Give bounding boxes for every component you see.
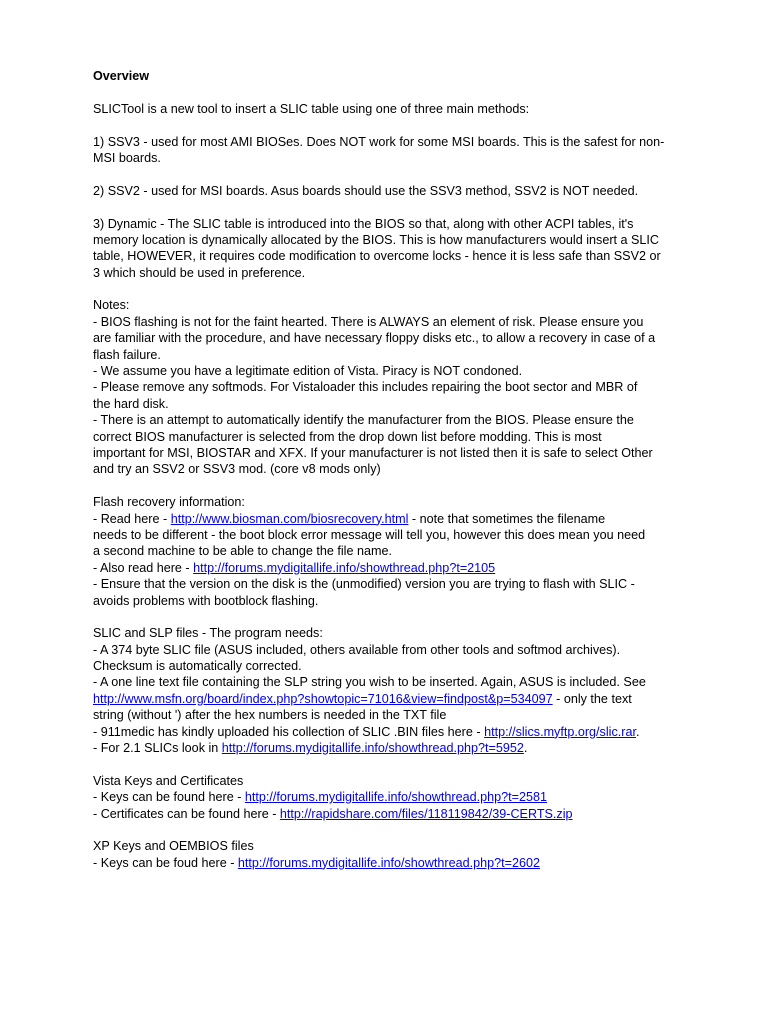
biosman-link[interactable]: http://www.biosman.com/biosrecovery.html	[170, 511, 409, 526]
vista-certs-line	[93, 806, 683, 822]
notes-text: - We assume you have a legitimate edition of Vista. Piracy is NOT condoned.	[93, 364, 523, 379]
rapidshare-certs-link[interactable]: http://rapidshare.com/files/118119842/39-CERTS.zip	[279, 806, 573, 821]
dynamic-text: table, HOWEVER, it requires code modification to overcome locks - hence it is less safe than SSV2 or	[93, 249, 661, 264]
vista-keys-line	[93, 789, 683, 805]
intro-text: SLICTool is a new tool to insert a SLIC table using one of three main methods:	[93, 101, 530, 116]
flash-read-line	[93, 511, 683, 527]
vista-certs-prefix: - Certificates can be found here -	[93, 806, 280, 821]
flash-also-line	[93, 560, 683, 576]
slic-text: Checksum is automatically corrected.	[93, 659, 302, 674]
slic-text: - A 374 byte SLIC file (ASUS included, others available from other tools and softmod archives).	[93, 642, 621, 657]
document-body	[93, 68, 683, 871]
notes-text: - Please remove any softmods. For Vistaloader this includes repairing the boot sector and MBR of	[93, 380, 638, 395]
msfn-link[interactable]: http://www.msfn.org/board/index.php?showtopic=71016&view=findpost&p=534097	[93, 691, 553, 706]
slic-rar-link[interactable]: http://slics.myftp.org/slic.rar	[484, 724, 636, 739]
dynamic-text: 3) Dynamic - The SLIC table is introduced into the BIOS so that, along with other ACPI tables, it's	[93, 216, 634, 231]
dynamic-text: 3 which should be used in preference.	[93, 265, 306, 280]
slic-heading: SLIC and SLP files - The program needs:	[93, 626, 323, 641]
spacer	[93, 199, 683, 215]
slic21-prefix: - For 2.1 SLICs look in	[93, 741, 222, 756]
spacer	[93, 756, 683, 772]
flash-text: - Ensure that the version on the disk is the (unmodified) version you are trying to flash with SLIC -	[93, 577, 635, 592]
xp-heading: XP Keys and OEMBIOS files	[93, 839, 254, 854]
notes-text: and try an SSV2 or SSV3 mod. (core v8 mods only)	[93, 462, 381, 477]
notes-text: - BIOS flashing is not for the faint hearted. There is ALWAYS an element of risk. Please ensure you	[93, 314, 644, 329]
xp-keys-prefix: - Keys can be foud here -	[93, 855, 238, 870]
slic-msfn-line	[93, 691, 683, 707]
ssv3-text: MSI boards.	[93, 150, 161, 165]
flash-read-prefix: - Read here -	[93, 511, 171, 526]
ssv2-text: 2) SSV2 - used for MSI boards. Asus boards should use the SSV3 method, SSV2 is NOT needed.	[93, 183, 639, 198]
spacer	[93, 84, 683, 100]
forum-2581-link[interactable]: http://forums.mydigitallife.info/showthread.php?t=2581	[244, 790, 547, 805]
flash-text: a second machine to be able to change the file name.	[93, 544, 392, 559]
forum-2602-link[interactable]: http://forums.mydigitallife.info/showthread.php?t=2602	[237, 855, 540, 870]
msfn-suffix: - only the text	[552, 691, 632, 706]
spacer	[93, 478, 683, 494]
slic-medic-line	[93, 724, 683, 740]
spacer	[93, 117, 683, 133]
flash-text: needs to be different - the boot block error message will tell you, however this does mean you need	[93, 527, 646, 542]
slic21-suffix: .	[523, 741, 528, 756]
notes-text: - There is an attempt to automatically identify the manufacturer from the BIOS. Please ensure the	[93, 413, 634, 428]
flash-heading: Flash recovery information:	[93, 495, 245, 510]
xp-keys-line	[93, 855, 683, 871]
overview-heading: Overview	[93, 69, 150, 83]
notes-text: are familiar with the procedure, and have necessary floppy disks etc., to allow a recovery in case of a	[93, 331, 656, 346]
forum-2105-link[interactable]: http://forums.mydigitallife.info/showthread.php?t=2105	[193, 560, 496, 575]
spacer	[93, 822, 683, 838]
slic21-line	[93, 740, 683, 756]
spacer	[93, 281, 683, 297]
flash-also-prefix: - Also read here -	[93, 560, 194, 575]
slic-text: - A one line text file containing the SLP string you wish to be inserted. Again, ASUS is included. See	[93, 675, 646, 690]
notes-text: important for MSI, BIOSTAR and XFX. If your manufacturer is not listed then it is safe to select Other	[93, 445, 653, 460]
notes-text: correct BIOS manufacturer is selected from the drop down list before modding. This is most	[93, 429, 602, 444]
forum-5952-link[interactable]: http://forums.mydigitallife.info/showthread.php?t=5952	[221, 741, 524, 756]
vista-keys-prefix: - Keys can be found here -	[93, 790, 245, 805]
spacer	[93, 609, 683, 625]
notes-text: flash failure.	[93, 347, 161, 362]
flash-text: avoids problems with bootblock flashing.	[93, 593, 319, 608]
spacer	[93, 166, 683, 182]
dynamic-text: memory location is dynamically allocated by the BIOS. This is how manufacturers would insert a SLIC	[93, 232, 660, 247]
vista-heading: Vista Keys and Certificates	[93, 773, 244, 788]
slic-text: string (without ') after the hex numbers is needed in the TXT file	[93, 708, 447, 723]
medic-suffix: .	[635, 724, 640, 739]
notes-heading: Notes:	[93, 298, 130, 313]
medic-prefix: - 911medic has kindly uploaded his collection of SLIC .BIN files here -	[93, 724, 485, 739]
notes-text: the hard disk.	[93, 396, 169, 411]
flash-read-suffix: - note that sometimes the filename	[408, 511, 606, 526]
ssv3-text: 1) SSV3 - used for most AMI BIOSes. Does NOT work for some MSI boards. This is the safest for non-	[93, 134, 665, 149]
